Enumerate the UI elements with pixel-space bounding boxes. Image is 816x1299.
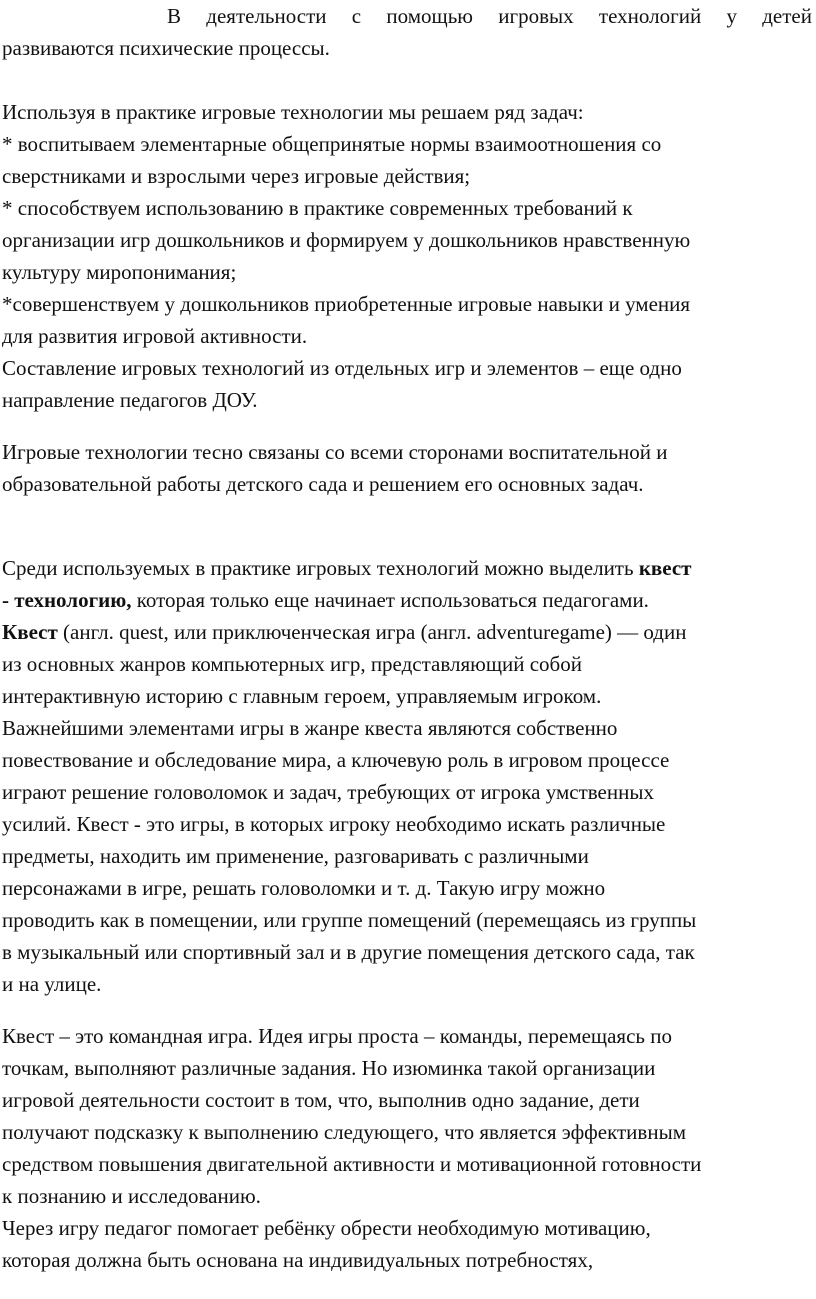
task-item-2-line-2: организации игр дошкольников и формируем у дошкольников нравственную [2, 228, 691, 252]
quest-line-12: проводить как в помещении, или группе помещений (перемещаясь из группы [2, 908, 697, 932]
team-line-1: Квест – это командная игра. Идея игры проста – команды, перемещаясь по [2, 1024, 672, 1048]
quest-definition-bold: Квест [2, 620, 58, 644]
quest-line-6: Важнейшими элементами игры в жанре квеста являются собственно [2, 716, 618, 740]
quest-line-1-text: Среди используемых в практике игровых технологий можно выделить [2, 556, 639, 580]
quest-line-5: интерактивную историю с главным героем, управляемым игроком. [2, 684, 602, 708]
quest-line-13: в музыкальный или спортивный зал и в другие помещения детского сада, так [2, 940, 695, 964]
task-item-3-line-1: *совершенствуем у дошкольников приобретенные игровые навыки и умения [2, 292, 691, 316]
motivation-line-2: которая должна быть основана на индивидуальных потребностях, [2, 1248, 594, 1272]
compose-line-2: направление педагогов ДОУ. [2, 388, 258, 412]
team-line-3: игровой деятельности состоит в том, что, выполнив одно задание, дети [2, 1088, 640, 1112]
task-item-2-line-1: * способствуем использованию в практике современных требований к [2, 196, 633, 220]
team-line-2: точкам, выполняют различные задания. Но изюминка такой организации [2, 1056, 656, 1080]
quest-line-1 [2, 554, 814, 582]
quest-line-2-text: которая только еще начинает использоваться педагогами. [131, 588, 649, 612]
quest-term-bold: квест [638, 556, 692, 580]
team-line-5: средством повышения двигательной активности и мотивационной готовности [2, 1152, 702, 1176]
relation-line-2: образовательной работы детского сада и решением его основных задач. [2, 472, 644, 496]
tasks-lead: Используя в практике игровые технологии мы решаем ряд задач: [2, 100, 584, 124]
intro-line-1: В деятельности с помощью игровых технологий у детей [167, 4, 812, 28]
quest-line-11: персонажами в игре, решать головоломки и т. д. Такую игру можно [2, 876, 606, 900]
intro-line-2: развиваются психические процессы. [2, 36, 330, 60]
quest-line-10: предметы, находить им применение, разговаривать с различными [2, 844, 589, 868]
task-item-1-line-2: сверстниками и взрослыми через игровые действия; [2, 164, 471, 188]
task-item-1-line-1: * воспитываем элементарные общепринятые нормы взаимоотношения со [2, 132, 662, 156]
compose-line-1: Составление игровых технологий из отдельных игр и элементов – еще одно [2, 356, 682, 380]
quest-line-3-text: (англ. quest, или приключенческая игра (англ. adventuregame) — один [57, 620, 687, 644]
motivation-line-1: Через игру педагог помогает ребёнку обрести необходимую мотивацию, [2, 1216, 651, 1240]
task-item-3-line-2: для развития игровой активности. [2, 324, 308, 348]
task-item-2-line-3: культуру миропонимания; [2, 260, 237, 284]
quest-line-2 [2, 586, 814, 614]
quest-line-14: и на улице. [2, 972, 102, 996]
quest-line-3 [2, 618, 814, 646]
team-line-6: к познанию и исследованию. [2, 1184, 261, 1208]
quest-line-4: из основных жанров компьютерных игр, представляющий собой [2, 652, 582, 676]
team-line-4: получают подсказку к выполнению следующего, что является эффективным [2, 1120, 686, 1144]
relation-line-1: Игровые технологии тесно связаны со всеми сторонами воспитательной и [2, 440, 668, 464]
quest-technology-bold: - технологию, [2, 588, 132, 612]
quest-line-7: повествование и обследование мира, а ключевую роль в игровом процессе [2, 748, 670, 772]
quest-line-8: играют решение головоломок и задач, требующих от игрока умственных [2, 780, 654, 804]
quest-line-9: усилий. Квест - это игры, в которых игроку необходимо искать различные [2, 812, 666, 836]
